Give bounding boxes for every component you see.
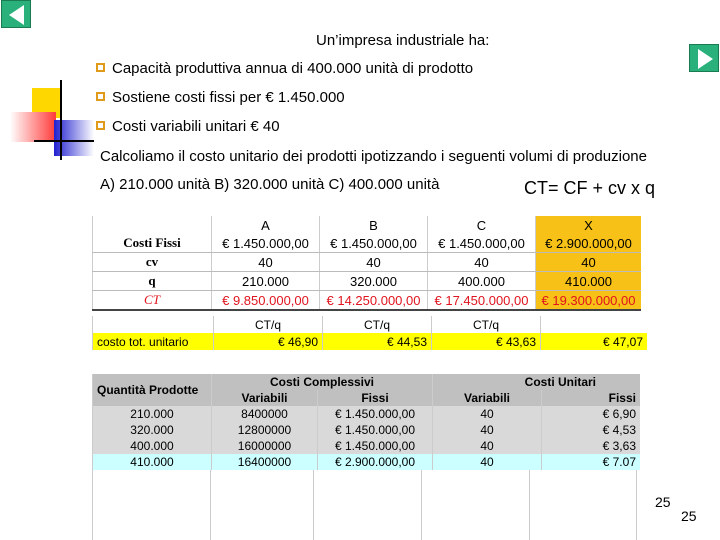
table-header-cell	[541, 316, 648, 333]
table-cell: € 47,07	[541, 333, 648, 350]
grid-line	[421, 470, 422, 540]
bullet-capacity	[96, 60, 473, 77]
cost-breakdown-table	[92, 374, 640, 470]
table-cell: 400.000	[428, 272, 536, 291]
table-cell: 400.000	[93, 438, 212, 454]
bullet-fixed-costs	[96, 89, 345, 106]
row-label: CT	[93, 291, 212, 311]
table-header-row	[93, 316, 648, 333]
table-cell: € 6,90	[542, 406, 641, 422]
table-cell: € 1.450.000,00	[212, 234, 320, 253]
table-cell: € 46,90	[214, 333, 323, 350]
table-cell: 8400000	[212, 406, 318, 422]
table-cell: 320.000	[320, 272, 428, 291]
table-cell: € 19.300.000,00	[536, 291, 642, 311]
right-arrow-icon	[690, 45, 720, 73]
table-header-cell: Variabili	[212, 390, 318, 406]
table-header-row	[93, 216, 642, 234]
table-cell: 16000000	[212, 438, 318, 454]
table-cell: € 14.250.000,00	[320, 291, 428, 311]
table-cell: 410.000	[536, 272, 642, 291]
table-header-cell: A	[212, 216, 320, 234]
table-group-header-row	[93, 374, 641, 390]
table-row	[93, 454, 641, 470]
table-cell: 210.000	[212, 272, 320, 291]
table-cell: € 43,63	[432, 333, 541, 350]
total-cost-table	[92, 216, 641, 311]
table-header-cell: Costi Unitari	[433, 374, 641, 390]
table-cell: € 1.450.000,00	[318, 406, 433, 422]
table-header-cell: Fissi	[318, 390, 433, 406]
table-cell: 40	[433, 454, 542, 470]
row-label: cv	[93, 253, 212, 272]
bullet-text: Sostiene costi fissi per € 1.450.000	[112, 89, 345, 106]
table-cell: € 4,53	[542, 422, 641, 438]
checkbox-bullet-icon	[96, 92, 105, 101]
production-volumes: A) 210.000 unità B) 320.000 unità C) 400.000 unità	[100, 176, 440, 193]
table-cell: 40	[536, 253, 642, 272]
decorative-squares	[0, 0, 100, 170]
calculation-description: Calcoliamo il costo unitario dei prodotti ipotizzando i seguenti volumi di produzione	[100, 148, 647, 165]
unit-cost-table	[92, 316, 647, 350]
table-cell: € 9.850.000,00	[212, 291, 320, 311]
table-cell: € 3,63	[542, 438, 641, 454]
cost-formula: CT= CF + cv x q	[524, 178, 656, 198]
next-slide-button[interactable]	[689, 44, 719, 72]
table-cell: € 1.450.000,00	[318, 438, 433, 454]
table-row-total	[93, 291, 642, 311]
table-cell: 12800000	[212, 422, 318, 438]
table-header-cell: B	[320, 216, 428, 234]
table-header-cell: Fissi	[542, 390, 641, 406]
table-cell: 40	[433, 438, 542, 454]
table-cell: € 1.450.000,00	[428, 234, 536, 253]
table-header-cell	[93, 316, 214, 333]
page-number-inner: 25	[655, 494, 671, 510]
table-cell: € 17.450.000,00	[428, 291, 536, 311]
table-header-cell: CT/q	[214, 316, 323, 333]
table-row	[93, 438, 641, 454]
row-label: Costi Fissi	[93, 234, 212, 253]
table-header-cell: Quantità Prodotte	[93, 374, 212, 406]
table-cell: 410.000	[93, 454, 212, 470]
row-label: q	[93, 272, 212, 291]
table-cell: 320.000	[93, 422, 212, 438]
bullet-text: Capacità produttiva annua di 400.000 unità di prodotto	[112, 60, 474, 77]
table-cell: € 2.900.000,00	[318, 454, 433, 470]
table-header-cell: X	[536, 216, 642, 234]
grid-line	[636, 470, 637, 540]
table-header-cell: CT/q	[323, 316, 432, 333]
table-cell: 40	[433, 406, 542, 422]
checkbox-bullet-icon	[96, 63, 105, 72]
table-cell: € 1.450.000,00	[318, 422, 433, 438]
table-header-cell: CT/q	[432, 316, 541, 333]
row-label: costo tot. unitario	[93, 333, 214, 350]
table-header-cell: C	[428, 216, 536, 234]
grid-line	[210, 470, 211, 540]
grid-line	[92, 470, 93, 540]
table-header-cell: Variabili	[433, 390, 542, 406]
table-cell: € 1.450.000,00	[320, 234, 428, 253]
table-cell: € 7.07	[542, 454, 641, 470]
intro-heading: Un’impresa industriale ha:	[316, 32, 490, 49]
grid-line	[529, 470, 530, 540]
table-row	[93, 234, 642, 253]
table-cell: 210.000	[93, 406, 212, 422]
table-cell: 40	[428, 253, 536, 272]
grid-line	[313, 470, 314, 540]
bullet-variable-costs	[96, 118, 280, 135]
table-row	[93, 333, 648, 350]
table-header-cell: Costi Complessivi	[212, 374, 433, 390]
table-cell: 40	[433, 422, 542, 438]
table-cell: 40	[320, 253, 428, 272]
table-row	[93, 422, 641, 438]
table-header-cell	[93, 216, 212, 234]
page-number-outer: 25	[681, 508, 697, 524]
table-row	[93, 406, 641, 422]
table-cell: € 44,53	[323, 333, 432, 350]
bullet-text: Costi variabili unitari € 40	[112, 118, 280, 135]
table-row	[93, 253, 642, 272]
checkbox-bullet-icon	[96, 121, 105, 130]
table-cell: 40	[212, 253, 320, 272]
table-cell: 16400000	[212, 454, 318, 470]
table-cell: € 2.900.000,00	[536, 234, 642, 253]
table-row	[93, 272, 642, 291]
